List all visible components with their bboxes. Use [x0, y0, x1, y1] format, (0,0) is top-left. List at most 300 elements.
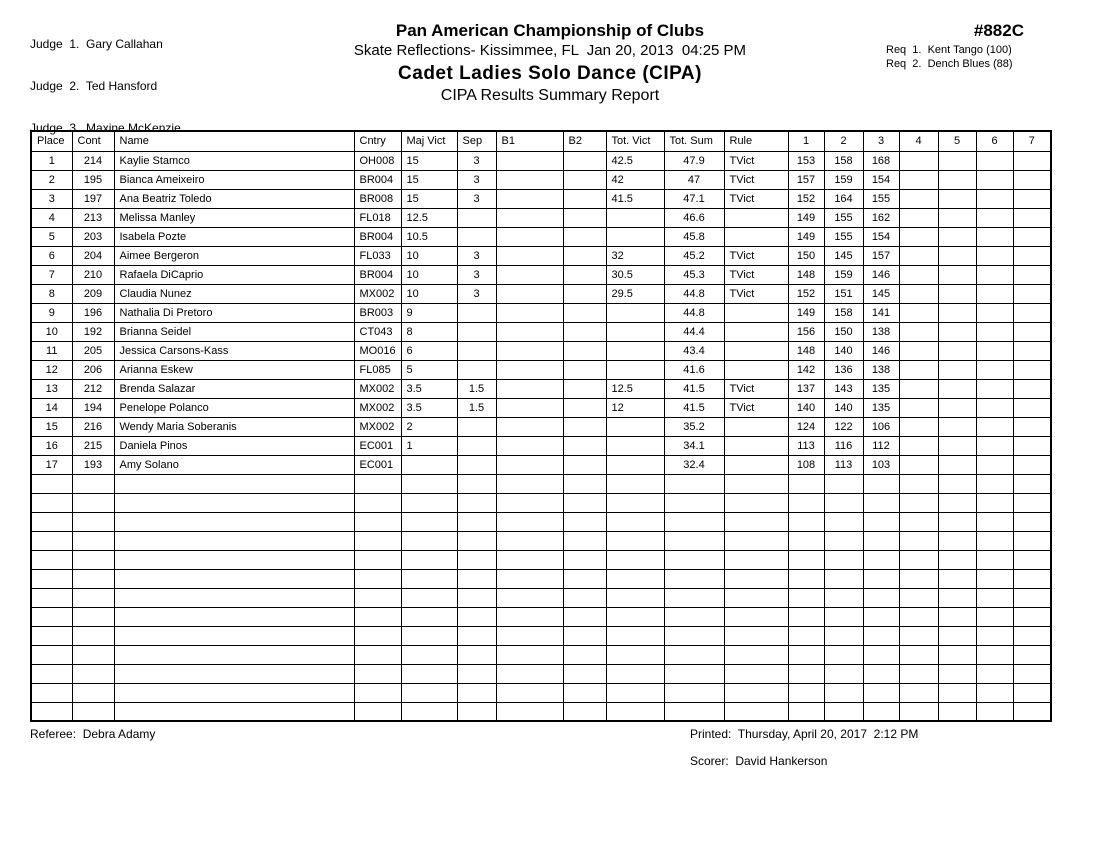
- cell-judge-6: [976, 341, 1013, 360]
- cell-judge-5: [938, 702, 976, 721]
- cell-place: 15: [31, 417, 72, 436]
- column-header-tot-sum: Tot. Sum: [664, 131, 724, 151]
- cell-judge-1: 148: [788, 265, 824, 284]
- cell-place: [31, 550, 72, 569]
- cell-cntry: [354, 626, 401, 645]
- cell-judge-7: [1013, 322, 1051, 341]
- cell-tot-sum: 45.8: [664, 227, 724, 246]
- result-row: [31, 208, 1051, 227]
- cell-judge-2: [824, 626, 863, 645]
- cell-name: Jessica Carsons-Kass: [114, 341, 354, 360]
- cell-judge-3: [863, 645, 899, 664]
- cell-place: 5: [31, 227, 72, 246]
- cell-place: [31, 683, 72, 702]
- cell-rule: [724, 474, 788, 493]
- cell-judge-4: [899, 550, 938, 569]
- cell-sep: [457, 436, 496, 455]
- cell-maj-vict: 9: [401, 303, 457, 322]
- cell-tot-vict: 12.5: [606, 379, 664, 398]
- cell-b1: [496, 341, 563, 360]
- cell-judge-1: [788, 588, 824, 607]
- cell-b1: [496, 702, 563, 721]
- cell-judge-5: [938, 341, 976, 360]
- cell-maj-vict: [401, 607, 457, 626]
- cell-judge-3: 106: [863, 417, 899, 436]
- cell-tot-vict: [606, 512, 664, 531]
- cell-judge-3: 141: [863, 303, 899, 322]
- cell-cont: 214: [72, 151, 114, 170]
- cell-place: 13: [31, 379, 72, 398]
- cell-judge-2: 164: [824, 189, 863, 208]
- cell-judge-7: [1013, 588, 1051, 607]
- cell-sep: 3: [457, 189, 496, 208]
- cell-judge-3: [863, 702, 899, 721]
- cell-tot-sum: [664, 550, 724, 569]
- cell-cntry: BR008: [354, 189, 401, 208]
- cell-judge-3: 154: [863, 227, 899, 246]
- result-row: [31, 284, 1051, 303]
- cell-rule: [724, 417, 788, 436]
- cell-cntry: BR004: [354, 227, 401, 246]
- cell-cont: 213: [72, 208, 114, 227]
- cell-tot-sum: [664, 588, 724, 607]
- cell-rule: [724, 550, 788, 569]
- cell-b2: [563, 189, 606, 208]
- cell-judge-1: [788, 645, 824, 664]
- cell-rule: [724, 683, 788, 702]
- cell-tot-vict: [606, 626, 664, 645]
- cell-name: Ana Beatriz Toledo: [114, 189, 354, 208]
- cell-judge-3: [863, 588, 899, 607]
- cell-judge-2: [824, 512, 863, 531]
- cell-sep: [457, 702, 496, 721]
- cell-judge-4: [899, 341, 938, 360]
- cell-b2: [563, 607, 606, 626]
- cell-cont: 210: [72, 265, 114, 284]
- column-header-maj-vict: Maj Vict: [401, 131, 457, 151]
- cell-judge-6: [976, 436, 1013, 455]
- cell-judge-3: 135: [863, 398, 899, 417]
- cell-place: [31, 493, 72, 512]
- cell-b2: [563, 531, 606, 550]
- cell-cntry: [354, 550, 401, 569]
- result-row: [31, 265, 1051, 284]
- cell-judge-2: [824, 531, 863, 550]
- cell-name: Wendy Maria Soberanis: [114, 417, 354, 436]
- cell-cont: 206: [72, 360, 114, 379]
- cell-judge-4: [899, 664, 938, 683]
- event-info-panel: [880, 21, 1042, 71]
- cell-judge-3: [863, 607, 899, 626]
- cell-b1: [496, 607, 563, 626]
- cell-name: Brianna Seidel: [114, 322, 354, 341]
- column-header-judge-6: 6: [976, 131, 1013, 151]
- cell-tot-sum: [664, 474, 724, 493]
- cell-place: 14: [31, 398, 72, 417]
- cell-judge-7: [1013, 379, 1051, 398]
- cell-b2: [563, 322, 606, 341]
- cell-place: [31, 512, 72, 531]
- cell-rule: [724, 360, 788, 379]
- empty-row: [31, 664, 1051, 683]
- cell-judge-7: [1013, 436, 1051, 455]
- cell-place: 11: [31, 341, 72, 360]
- cell-judge-3: [863, 664, 899, 683]
- table-header-row: [31, 131, 1051, 151]
- cell-cntry: EC001: [354, 455, 401, 474]
- cell-cont: 204: [72, 246, 114, 265]
- cell-judge-7: [1013, 626, 1051, 645]
- cell-judge-2: [824, 607, 863, 626]
- cell-judge-7: [1013, 702, 1051, 721]
- cell-judge-2: 158: [824, 303, 863, 322]
- cell-maj-vict: [401, 550, 457, 569]
- cell-name: [114, 607, 354, 626]
- cell-cont: 203: [72, 227, 114, 246]
- cell-sep: 1.5: [457, 398, 496, 417]
- cell-judge-4: [899, 588, 938, 607]
- cell-name: Arianna Eskew: [114, 360, 354, 379]
- result-row: [31, 322, 1051, 341]
- empty-row: [31, 512, 1051, 531]
- cell-judge-3: 168: [863, 151, 899, 170]
- cell-tot-sum: [664, 569, 724, 588]
- cell-sep: [457, 569, 496, 588]
- cell-rule: TVict: [724, 265, 788, 284]
- cell-rule: [724, 664, 788, 683]
- cell-judge-6: [976, 379, 1013, 398]
- cell-b1: [496, 265, 563, 284]
- cell-place: 6: [31, 246, 72, 265]
- cell-judge-3: [863, 550, 899, 569]
- cell-rule: [724, 702, 788, 721]
- cell-cntry: FL085: [354, 360, 401, 379]
- column-header-b1: B1: [496, 131, 563, 151]
- cell-tot-vict: [606, 360, 664, 379]
- cell-sep: [457, 664, 496, 683]
- cell-name: Melissa Manley: [114, 208, 354, 227]
- cell-judge-5: [938, 189, 976, 208]
- cell-judge-7: [1013, 645, 1051, 664]
- cell-judge-4: [899, 246, 938, 265]
- cell-cntry: MX002: [354, 398, 401, 417]
- cell-name: Claudia Nunez: [114, 284, 354, 303]
- cell-judge-2: [824, 645, 863, 664]
- cell-rule: [724, 588, 788, 607]
- cell-judge-6: [976, 645, 1013, 664]
- cell-cont: 196: [72, 303, 114, 322]
- cell-name: Brenda Salazar: [114, 379, 354, 398]
- cell-judge-4: [899, 379, 938, 398]
- cell-maj-vict: 15: [401, 189, 457, 208]
- cell-cont: 194: [72, 398, 114, 417]
- cell-maj-vict: [401, 683, 457, 702]
- cell-judge-7: [1013, 341, 1051, 360]
- cell-judge-7: [1013, 170, 1051, 189]
- cell-judge-3: 162: [863, 208, 899, 227]
- cell-judge-1: 108: [788, 455, 824, 474]
- cell-judge-2: [824, 702, 863, 721]
- cell-judge-4: [899, 569, 938, 588]
- cell-b1: [496, 303, 563, 322]
- cell-place: 12: [31, 360, 72, 379]
- cell-sep: [457, 683, 496, 702]
- cell-tot-vict: [606, 645, 664, 664]
- referee-note: Referee: Debra Adamy: [30, 727, 156, 741]
- result-row: [31, 360, 1051, 379]
- cell-rule: TVict: [724, 284, 788, 303]
- cell-tot-vict: 29.5: [606, 284, 664, 303]
- empty-row: [31, 550, 1051, 569]
- cell-judge-4: [899, 474, 938, 493]
- cell-judge-6: [976, 607, 1013, 626]
- cell-name: Daniela Pinos: [114, 436, 354, 455]
- judge-line-3: Judge 3. Maxine McKenzie: [30, 121, 181, 135]
- cell-cont: [72, 702, 114, 721]
- cell-judge-6: [976, 265, 1013, 284]
- cell-judge-1: 149: [788, 303, 824, 322]
- cell-judge-1: 148: [788, 341, 824, 360]
- cell-cont: [72, 550, 114, 569]
- cell-b2: [563, 626, 606, 645]
- cell-judge-7: [1013, 303, 1051, 322]
- result-row: [31, 455, 1051, 474]
- cell-b1: [496, 531, 563, 550]
- cell-b1: [496, 645, 563, 664]
- cell-judge-6: [976, 588, 1013, 607]
- cell-cntry: EC001: [354, 436, 401, 455]
- cell-sep: [457, 626, 496, 645]
- cell-rule: [724, 227, 788, 246]
- cell-tot-vict: [606, 531, 664, 550]
- cell-tot-vict: [606, 702, 664, 721]
- cell-judge-5: [938, 474, 976, 493]
- cell-judge-5: [938, 626, 976, 645]
- empty-row: [31, 626, 1051, 645]
- cell-cntry: FL033: [354, 246, 401, 265]
- result-row: [31, 303, 1051, 322]
- cell-judge-4: [899, 170, 938, 189]
- cell-judge-1: [788, 512, 824, 531]
- cell-judge-7: [1013, 284, 1051, 303]
- empty-row: [31, 702, 1051, 721]
- cell-maj-vict: 8: [401, 322, 457, 341]
- cell-place: 7: [31, 265, 72, 284]
- cell-judge-7: [1013, 398, 1051, 417]
- result-row: [31, 227, 1051, 246]
- cell-b2: [563, 569, 606, 588]
- cell-sep: 3: [457, 265, 496, 284]
- cell-tot-vict: [606, 664, 664, 683]
- cell-b1: [496, 360, 563, 379]
- cell-b2: [563, 341, 606, 360]
- cell-maj-vict: 1: [401, 436, 457, 455]
- cell-cont: 216: [72, 417, 114, 436]
- cell-judge-6: [976, 512, 1013, 531]
- cell-judge-5: [938, 360, 976, 379]
- result-row: [31, 398, 1051, 417]
- cell-sep: [457, 303, 496, 322]
- cell-judge-5: [938, 607, 976, 626]
- cell-judge-2: [824, 683, 863, 702]
- cell-b1: [496, 569, 563, 588]
- cell-maj-vict: 10: [401, 284, 457, 303]
- cell-sep: [457, 607, 496, 626]
- cell-rule: TVict: [724, 170, 788, 189]
- cell-b2: [563, 645, 606, 664]
- cell-rule: TVict: [724, 246, 788, 265]
- cell-judge-6: [976, 626, 1013, 645]
- cell-b1: [496, 246, 563, 265]
- cell-b1: [496, 379, 563, 398]
- req-line-1: Req 1. Kent Tango (100): [886, 44, 1012, 56]
- cell-b1: [496, 284, 563, 303]
- cell-name: [114, 493, 354, 512]
- column-header-cntry: Cntry: [354, 131, 401, 151]
- cell-tot-vict: [606, 303, 664, 322]
- cell-judge-7: [1013, 683, 1051, 702]
- cell-judge-1: [788, 664, 824, 683]
- cell-place: [31, 569, 72, 588]
- cell-place: [31, 531, 72, 550]
- cell-judge-6: [976, 664, 1013, 683]
- cell-judge-6: [976, 322, 1013, 341]
- cell-judge-6: [976, 398, 1013, 417]
- cell-name: [114, 588, 354, 607]
- cell-tot-sum: [664, 493, 724, 512]
- cell-b2: [563, 398, 606, 417]
- empty-row: [31, 683, 1051, 702]
- cell-tot-sum: [664, 664, 724, 683]
- cell-judge-1: [788, 626, 824, 645]
- cell-name: [114, 512, 354, 531]
- column-header-judge-2: 2: [824, 131, 863, 151]
- cell-judge-3: 146: [863, 341, 899, 360]
- cell-cont: 195: [72, 170, 114, 189]
- cell-judge-4: [899, 417, 938, 436]
- cell-tot-vict: 12: [606, 398, 664, 417]
- cell-cntry: MX002: [354, 417, 401, 436]
- cell-cntry: [354, 607, 401, 626]
- cell-maj-vict: [401, 626, 457, 645]
- cell-name: [114, 474, 354, 493]
- cell-judge-4: [899, 265, 938, 284]
- cell-b2: [563, 417, 606, 436]
- cell-tot-vict: 41.5: [606, 189, 664, 208]
- judge-line-2: Judge 2. Ted Hansford: [30, 79, 158, 93]
- cell-tot-sum: 41.5: [664, 379, 724, 398]
- column-header-tot-vict: Tot. Vict: [606, 131, 664, 151]
- cell-name: Nathalia Di Pretoro: [114, 303, 354, 322]
- cell-maj-vict: [401, 512, 457, 531]
- cell-b2: [563, 493, 606, 512]
- cell-sep: [457, 550, 496, 569]
- cell-judge-6: [976, 189, 1013, 208]
- cell-judge-1: 149: [788, 208, 824, 227]
- cell-judge-6: [976, 170, 1013, 189]
- cell-b1: [496, 436, 563, 455]
- cell-place: 3: [31, 189, 72, 208]
- cell-judge-6: [976, 303, 1013, 322]
- cell-judge-4: [899, 284, 938, 303]
- cell-sep: [457, 531, 496, 550]
- cell-judge-1: [788, 683, 824, 702]
- empty-row: [31, 607, 1051, 626]
- cell-tot-vict: 42: [606, 170, 664, 189]
- cell-maj-vict: [401, 588, 457, 607]
- cell-maj-vict: [401, 569, 457, 588]
- cell-maj-vict: 15: [401, 170, 457, 189]
- cell-tot-sum: 41.5: [664, 398, 724, 417]
- cell-b2: [563, 265, 606, 284]
- cell-name: Isabela Pozte: [114, 227, 354, 246]
- cell-judge-1: [788, 702, 824, 721]
- empty-row: [31, 493, 1051, 512]
- cell-name: Amy Solano: [114, 455, 354, 474]
- printed-note: Printed: Thursday, April 20, 2017 2:12 PM: [690, 727, 919, 741]
- cell-cont: [72, 645, 114, 664]
- column-header-judge-1: 1: [788, 131, 824, 151]
- empty-row: [31, 474, 1051, 493]
- cell-rule: [724, 569, 788, 588]
- cell-tot-sum: 47: [664, 170, 724, 189]
- cell-tot-sum: [664, 626, 724, 645]
- cell-judge-1: 142: [788, 360, 824, 379]
- cell-cont: 192: [72, 322, 114, 341]
- cell-judge-5: [938, 455, 976, 474]
- cell-judge-1: 152: [788, 284, 824, 303]
- cell-name: [114, 531, 354, 550]
- cell-judge-6: [976, 493, 1013, 512]
- cell-b2: [563, 474, 606, 493]
- event-title: Cadet Ladies Solo Dance (CIPA): [398, 63, 702, 84]
- cell-judge-3: 138: [863, 322, 899, 341]
- cell-maj-vict: [401, 493, 457, 512]
- cell-b2: [563, 588, 606, 607]
- cell-sep: 3: [457, 246, 496, 265]
- cell-name: Kaylie Stamco: [114, 151, 354, 170]
- cell-sep: [457, 322, 496, 341]
- cell-rule: TVict: [724, 379, 788, 398]
- cell-tot-vict: 30.5: [606, 265, 664, 284]
- cell-cont: [72, 474, 114, 493]
- cell-tot-sum: 35.2: [664, 417, 724, 436]
- cell-sep: [457, 417, 496, 436]
- cell-b1: [496, 588, 563, 607]
- cell-cont: [72, 626, 114, 645]
- cell-rule: TVict: [724, 398, 788, 417]
- cell-cntry: [354, 588, 401, 607]
- cell-cntry: [354, 512, 401, 531]
- cell-judge-4: [899, 151, 938, 170]
- cell-b1: [496, 512, 563, 531]
- cell-cont: 193: [72, 455, 114, 474]
- cell-cont: [72, 512, 114, 531]
- cell-judge-7: [1013, 569, 1051, 588]
- cell-b1: [496, 550, 563, 569]
- cell-cont: [72, 569, 114, 588]
- cell-rule: [724, 455, 788, 474]
- result-row: [31, 151, 1051, 170]
- cell-judge-1: [788, 607, 824, 626]
- cell-name: Rafaela DiCaprio: [114, 265, 354, 284]
- cell-judge-5: [938, 569, 976, 588]
- result-row: [31, 417, 1051, 436]
- cell-maj-vict: 3.5: [401, 379, 457, 398]
- cell-judge-2: 140: [824, 341, 863, 360]
- cell-b2: [563, 550, 606, 569]
- cell-cntry: BR004: [354, 170, 401, 189]
